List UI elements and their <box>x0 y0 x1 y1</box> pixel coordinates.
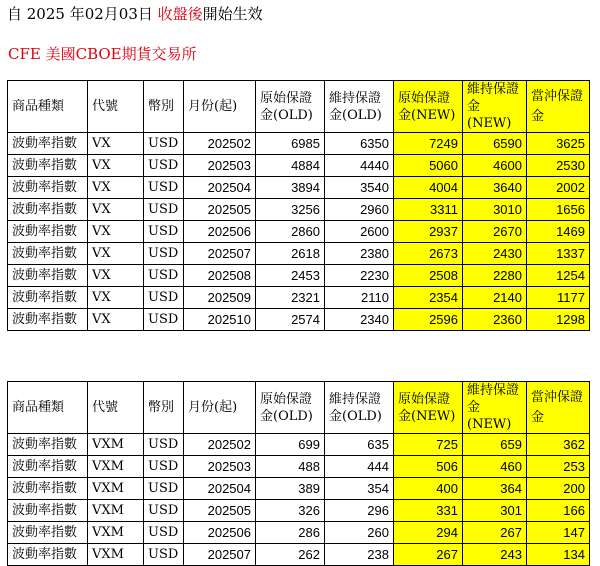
header-row <box>8 382 590 434</box>
table-row <box>8 522 590 544</box>
cell-maintenance-old: 2110 <box>325 287 394 309</box>
cell-initial-old: 389 <box>256 478 325 500</box>
cell-code: VX <box>88 221 144 243</box>
cell-currency: USD <box>144 522 184 544</box>
header-currency: 幣別 <box>144 382 184 434</box>
header-initial-new: 原始保證金(NEW) <box>394 382 463 434</box>
cell-code: VX <box>88 177 144 199</box>
cell-code: VX <box>88 265 144 287</box>
cell-initial-new: 4004 <box>394 177 463 199</box>
cell-day-trade: 147 <box>527 522 590 544</box>
table-row <box>8 243 590 265</box>
cell-month: 202506 <box>184 221 256 243</box>
table-row <box>8 199 590 221</box>
cell-code: VX <box>88 243 144 265</box>
header-row <box>8 81 590 133</box>
header-maintenance-old: 維持保證金(OLD) <box>325 382 394 434</box>
table-row <box>8 265 590 287</box>
cell-day-trade: 362 <box>527 434 590 456</box>
cell-maintenance-old: 2600 <box>325 221 394 243</box>
header-initial-old: 原始保證金(OLD) <box>256 382 325 434</box>
cell-product: 波動率指數 <box>8 309 88 331</box>
header-code: 代號 <box>88 81 144 133</box>
margin-table-vxm <box>7 381 590 566</box>
cell-code: VX <box>88 287 144 309</box>
header-maintenance-new: 維持保證金(NEW) <box>463 81 527 133</box>
cell-product: 波動率指數 <box>8 434 88 456</box>
cell-currency: USD <box>144 221 184 243</box>
cell-maintenance-old: 260 <box>325 522 394 544</box>
cell-maintenance-new: 243 <box>463 544 527 566</box>
cell-initial-new: 7249 <box>394 133 463 155</box>
cell-product: 波動率指數 <box>8 522 88 544</box>
table-row <box>8 309 590 331</box>
cell-initial-old: 3894 <box>256 177 325 199</box>
cell-maintenance-old: 2340 <box>325 309 394 331</box>
margin-table-vx <box>7 80 590 331</box>
cell-initial-new: 506 <box>394 456 463 478</box>
effective-date-notice <box>7 4 263 24</box>
notice-highlight: 收盤後 <box>157 5 203 23</box>
cell-month: 202505 <box>184 500 256 522</box>
cell-product: 波動率指數 <box>8 155 88 177</box>
cell-initial-old: 2574 <box>256 309 325 331</box>
cell-initial-new: 400 <box>394 478 463 500</box>
cell-day-trade: 2530 <box>527 155 590 177</box>
cell-initial-new: 267 <box>394 544 463 566</box>
cell-currency: USD <box>144 500 184 522</box>
cell-maintenance-old: 238 <box>325 544 394 566</box>
cell-product: 波動率指數 <box>8 199 88 221</box>
header-month: 月份(起) <box>184 81 256 133</box>
cell-maintenance-new: 6590 <box>463 133 527 155</box>
cell-maintenance-old: 3540 <box>325 177 394 199</box>
header-month: 月份(起) <box>184 382 256 434</box>
header-day-trade: 當沖保證金 <box>527 382 590 434</box>
cell-maintenance-new: 2280 <box>463 265 527 287</box>
cell-product: 波動率指數 <box>8 221 88 243</box>
cell-product: 波動率指數 <box>8 265 88 287</box>
table-row <box>8 287 590 309</box>
cell-maintenance-new: 3640 <box>463 177 527 199</box>
header-product: 商品種類 <box>8 81 88 133</box>
cell-initial-new: 2673 <box>394 243 463 265</box>
cell-product: 波動率指數 <box>8 544 88 566</box>
cell-maintenance-old: 635 <box>325 434 394 456</box>
cell-day-trade: 3625 <box>527 133 590 155</box>
cell-initial-old: 2618 <box>256 243 325 265</box>
cell-code: VX <box>88 309 144 331</box>
cell-day-trade: 1254 <box>527 265 590 287</box>
cell-day-trade: 1469 <box>527 221 590 243</box>
cell-initial-new: 294 <box>394 522 463 544</box>
cell-maintenance-new: 267 <box>463 522 527 544</box>
cell-day-trade: 166 <box>527 500 590 522</box>
cell-initial-old: 4884 <box>256 155 325 177</box>
table-row <box>8 221 590 243</box>
table-row <box>8 155 590 177</box>
notice-suffix: 開始生效 <box>202 5 263 23</box>
cell-code: VXM <box>88 434 144 456</box>
cell-month: 202507 <box>184 544 256 566</box>
header-maintenance-new: 維持保證金(NEW) <box>463 382 527 434</box>
table-row <box>8 177 590 199</box>
cell-maintenance-new: 364 <box>463 478 527 500</box>
cell-initial-old: 488 <box>256 456 325 478</box>
cell-initial-old: 3256 <box>256 199 325 221</box>
header-code: 代號 <box>88 382 144 434</box>
cell-code: VXM <box>88 500 144 522</box>
cell-maintenance-old: 4440 <box>325 155 394 177</box>
cell-maintenance-new: 659 <box>463 434 527 456</box>
cell-product: 波動率指數 <box>8 500 88 522</box>
cell-month: 202508 <box>184 265 256 287</box>
cell-initial-new: 2354 <box>394 287 463 309</box>
cell-maintenance-old: 6350 <box>325 133 394 155</box>
cell-currency: USD <box>144 243 184 265</box>
cell-product: 波動率指數 <box>8 177 88 199</box>
cell-currency: USD <box>144 199 184 221</box>
cell-month: 202503 <box>184 155 256 177</box>
cell-product: 波動率指數 <box>8 133 88 155</box>
cell-currency: USD <box>144 478 184 500</box>
header-currency: 幣別 <box>144 81 184 133</box>
cell-month: 202507 <box>184 243 256 265</box>
cell-day-trade: 2002 <box>527 177 590 199</box>
cell-code: VX <box>88 133 144 155</box>
cell-code: VXM <box>88 544 144 566</box>
cell-maintenance-new: 3010 <box>463 199 527 221</box>
cell-day-trade: 1656 <box>527 199 590 221</box>
cell-initial-old: 2321 <box>256 287 325 309</box>
cell-product: 波動率指數 <box>8 456 88 478</box>
cell-month: 202502 <box>184 434 256 456</box>
cell-currency: USD <box>144 544 184 566</box>
cell-month: 202503 <box>184 456 256 478</box>
cell-maintenance-new: 2360 <box>463 309 527 331</box>
header-maintenance-old: 維持保證金(OLD) <box>325 81 394 133</box>
cell-currency: USD <box>144 155 184 177</box>
cell-month: 202505 <box>184 199 256 221</box>
notice-prefix: 自 2025 年02月03日 <box>7 5 158 23</box>
table-row <box>8 478 590 500</box>
cell-code: VXM <box>88 478 144 500</box>
cell-month: 202504 <box>184 177 256 199</box>
cell-code: VXM <box>88 456 144 478</box>
cell-code: VX <box>88 199 144 221</box>
cell-maintenance-new: 4600 <box>463 155 527 177</box>
header-day-trade: 當沖保證金 <box>527 81 590 133</box>
cell-maintenance-old: 2380 <box>325 243 394 265</box>
cell-currency: USD <box>144 133 184 155</box>
cell-maintenance-new: 301 <box>463 500 527 522</box>
cell-maintenance-new: 460 <box>463 456 527 478</box>
cell-product: 波動率指數 <box>8 243 88 265</box>
cell-initial-new: 5060 <box>394 155 463 177</box>
cell-initial-old: 699 <box>256 434 325 456</box>
cell-maintenance-old: 354 <box>325 478 394 500</box>
header-initial-new: 原始保證金(NEW) <box>394 81 463 133</box>
cell-month: 202509 <box>184 287 256 309</box>
cell-product: 波動率指數 <box>8 287 88 309</box>
cell-currency: USD <box>144 265 184 287</box>
cell-day-trade: 134 <box>527 544 590 566</box>
cell-maintenance-old: 296 <box>325 500 394 522</box>
table-row <box>8 434 590 456</box>
cell-initial-old: 262 <box>256 544 325 566</box>
cell-day-trade: 253 <box>527 456 590 478</box>
cell-maintenance-new: 2430 <box>463 243 527 265</box>
cell-month: 202502 <box>184 133 256 155</box>
cell-initial-old: 326 <box>256 500 325 522</box>
cell-initial-new: 2937 <box>394 221 463 243</box>
cell-currency: USD <box>144 309 184 331</box>
cell-initial-new: 331 <box>394 500 463 522</box>
table-row <box>8 500 590 522</box>
cell-initial-new: 3311 <box>394 199 463 221</box>
cell-initial-new: 2508 <box>394 265 463 287</box>
header-product: 商品種類 <box>8 382 88 434</box>
cell-currency: USD <box>144 177 184 199</box>
cell-code: VX <box>88 155 144 177</box>
table-row <box>8 133 590 155</box>
cell-month: 202506 <box>184 522 256 544</box>
cell-initial-old: 286 <box>256 522 325 544</box>
cell-initial-new: 2596 <box>394 309 463 331</box>
cell-initial-old: 2860 <box>256 221 325 243</box>
cell-currency: USD <box>144 456 184 478</box>
cell-day-trade: 1177 <box>527 287 590 309</box>
cell-product: 波動率指數 <box>8 478 88 500</box>
cell-day-trade: 1337 <box>527 243 590 265</box>
cell-code: VXM <box>88 522 144 544</box>
cell-initial-old: 6985 <box>256 133 325 155</box>
header-initial-old: 原始保證金(OLD) <box>256 81 325 133</box>
cell-currency: USD <box>144 287 184 309</box>
cell-currency: USD <box>144 434 184 456</box>
cell-initial-old: 2453 <box>256 265 325 287</box>
table-row <box>8 544 590 566</box>
cell-maintenance-new: 2670 <box>463 221 527 243</box>
cell-maintenance-old: 2230 <box>325 265 394 287</box>
cell-maintenance-old: 444 <box>325 456 394 478</box>
cell-day-trade: 200 <box>527 478 590 500</box>
cell-maintenance-new: 2140 <box>463 287 527 309</box>
cell-day-trade: 1298 <box>527 309 590 331</box>
table-row <box>8 456 590 478</box>
cell-month: 202504 <box>184 478 256 500</box>
exchange-title: CFE 美國CBOE期貨交易所 <box>8 45 197 63</box>
cell-initial-new: 725 <box>394 434 463 456</box>
cell-maintenance-old: 2960 <box>325 199 394 221</box>
cell-month: 202510 <box>184 309 256 331</box>
